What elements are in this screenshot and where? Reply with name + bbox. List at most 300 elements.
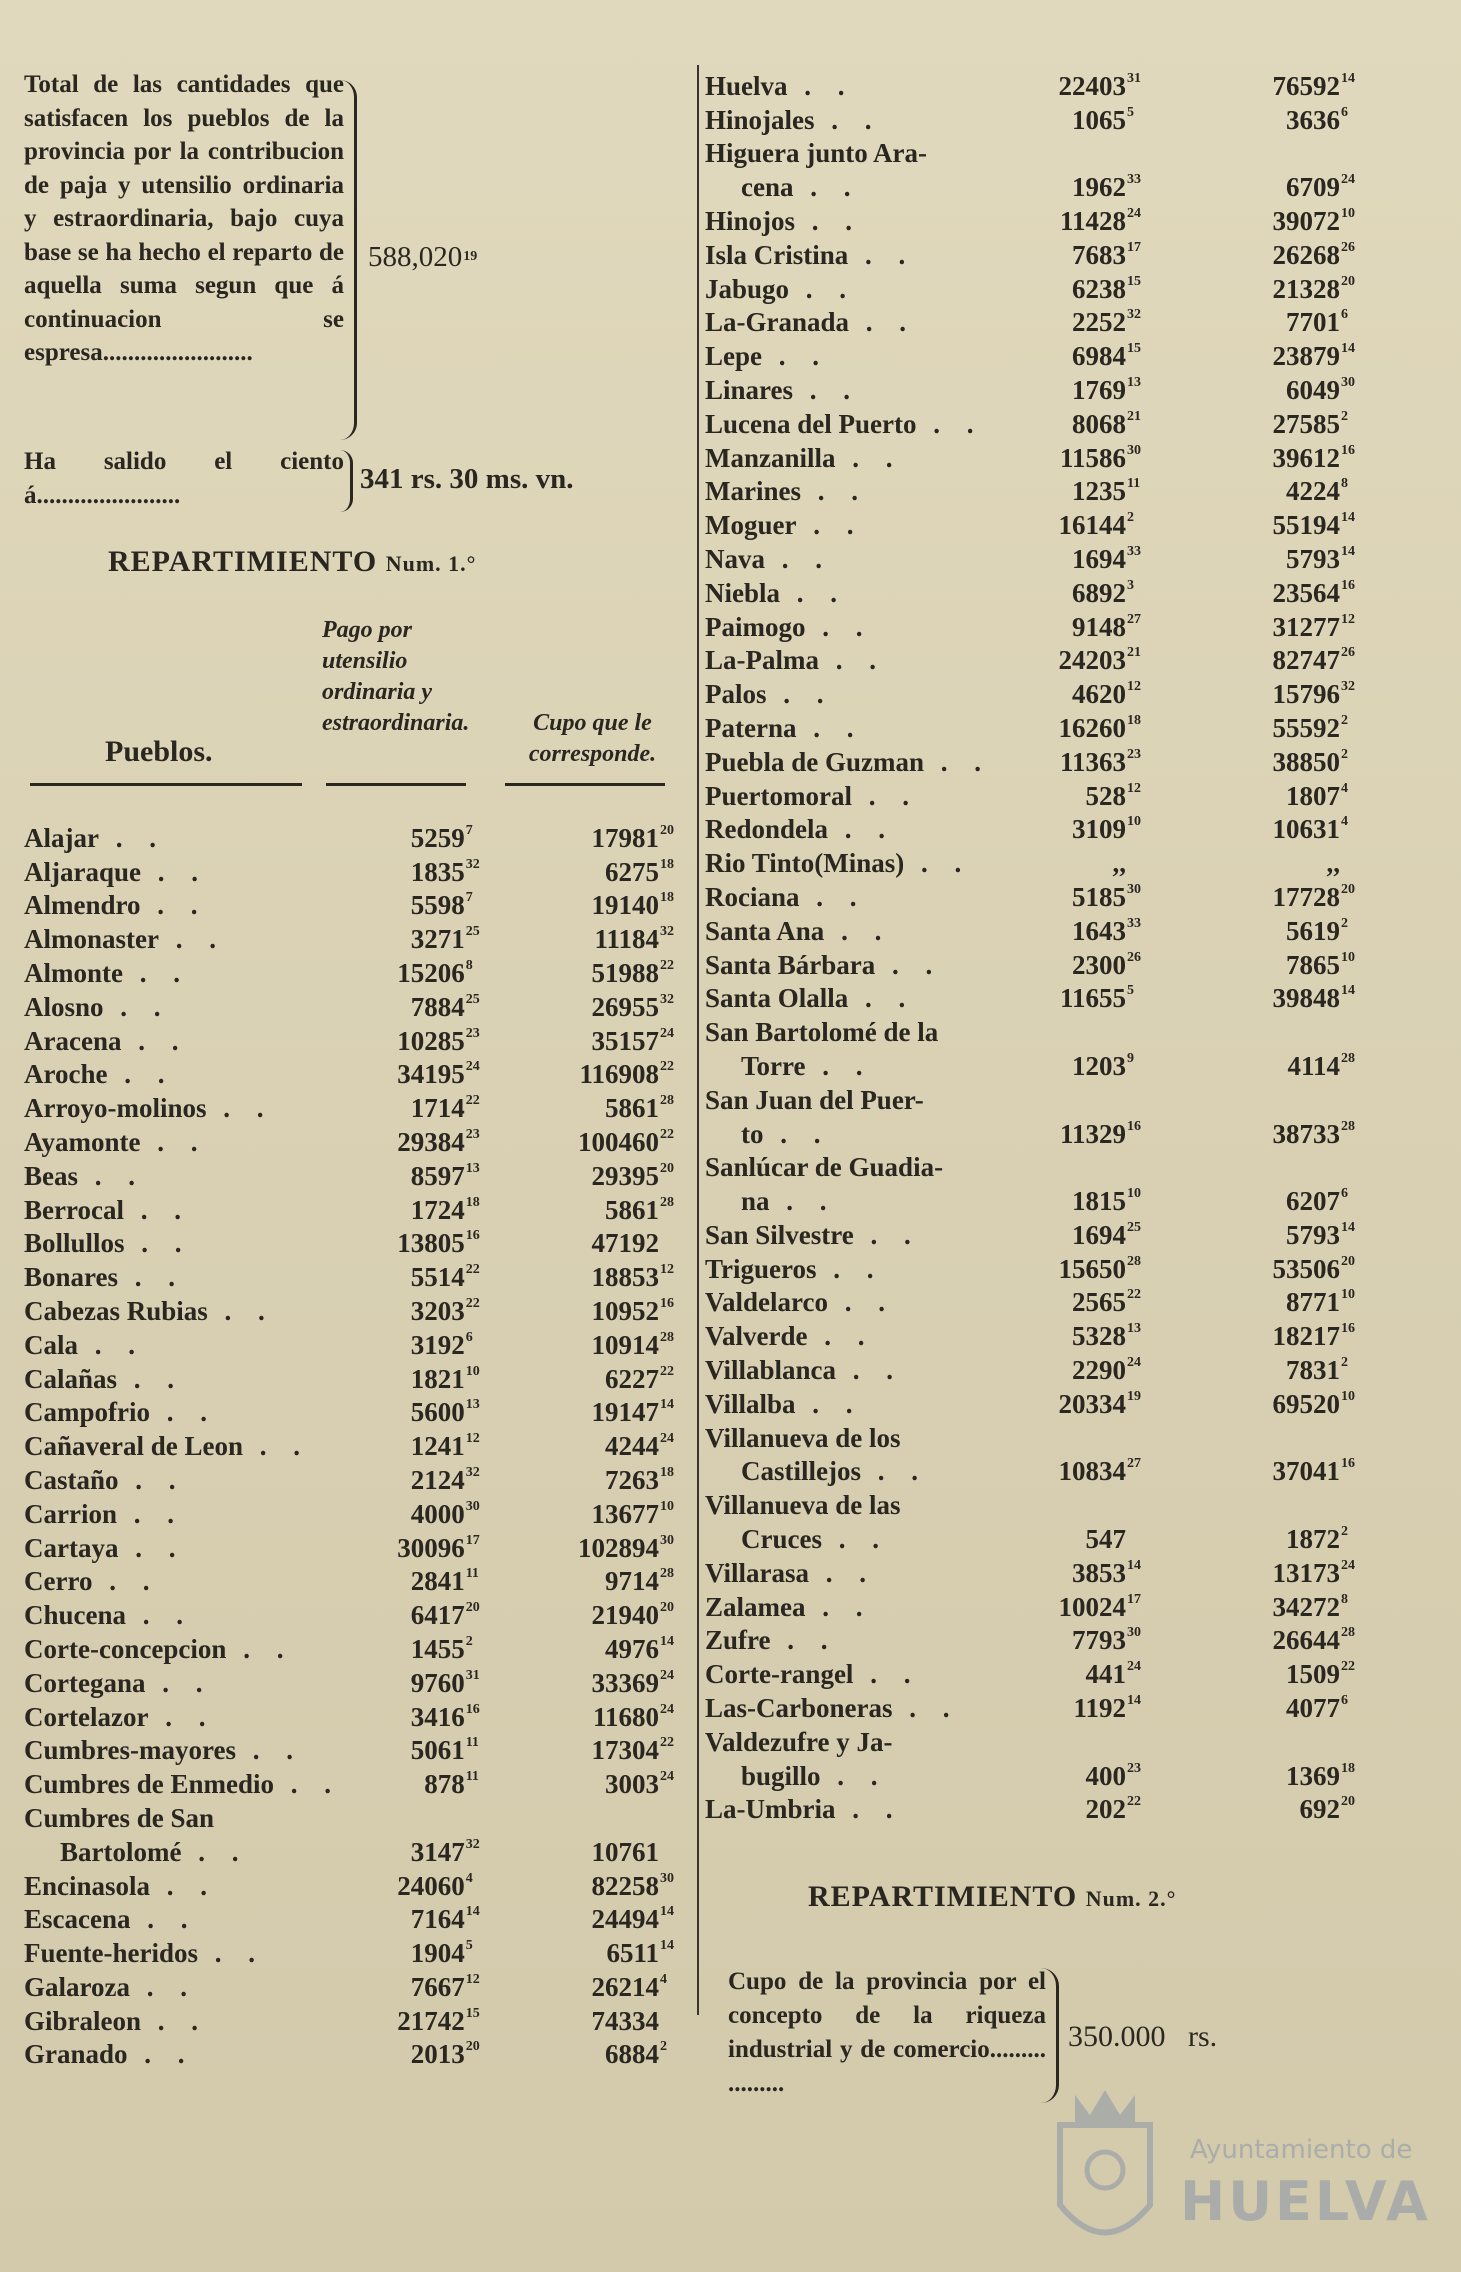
quota-cell xyxy=(1165,474,1365,508)
left-row xyxy=(24,1733,684,1767)
leader-dots: . . xyxy=(765,543,832,574)
right-row xyxy=(705,1352,1365,1386)
right-row xyxy=(705,68,1365,102)
payment-cell xyxy=(995,1285,1165,1319)
payment-cell xyxy=(341,1530,504,1564)
payment-value: 3416 xyxy=(410,1701,465,1732)
town-name xyxy=(705,981,995,1015)
town-name-text: Almonte xyxy=(24,957,123,988)
leader-dots: . . xyxy=(762,341,829,372)
quota-cell xyxy=(1165,744,1365,778)
town-name-text: Bollullos xyxy=(24,1228,125,1259)
town-name xyxy=(24,1259,341,1293)
town-name xyxy=(24,1158,341,1192)
quota-cell xyxy=(1165,203,1365,237)
quota-value: 5619 xyxy=(1286,915,1340,946)
payment-value: 24203 xyxy=(1058,645,1126,676)
payment-fraction: 12 xyxy=(1127,679,1141,695)
quota-fraction: 30 xyxy=(1341,374,1355,390)
payment-value: 3853 xyxy=(1072,1557,1126,1588)
payment-value: 15206 xyxy=(397,957,465,988)
payment-cell xyxy=(341,1902,504,1936)
rep1-title: REPARTIMIENTO xyxy=(108,545,378,578)
quota-cell xyxy=(504,1327,684,1361)
payment-fraction: 11 xyxy=(465,1769,479,1785)
leader-dots: . . xyxy=(117,1363,185,1394)
town-name xyxy=(24,921,341,955)
town-name-text: Sanlúcar de Guadia- xyxy=(705,1152,944,1183)
payment-value: 4000 xyxy=(410,1498,465,1529)
leader-dots: . . xyxy=(206,1093,274,1124)
town-name xyxy=(24,854,341,888)
payment-cell xyxy=(341,1158,504,1192)
quota-cell xyxy=(1165,1487,1365,1521)
town-name-text: Rio Tinto(Minas) xyxy=(705,848,905,879)
quota-cell xyxy=(1165,237,1365,271)
leader-dots: . . xyxy=(141,2005,209,2036)
payment-fraction: 5 xyxy=(1127,983,1134,999)
town-name-text: Las-Carboneras xyxy=(705,1693,893,1724)
left-row xyxy=(24,1969,684,2003)
town-name-text: Higuera junto Ara- xyxy=(705,138,927,169)
right-row xyxy=(705,1082,1365,1116)
town-name xyxy=(705,1758,995,1792)
payment-fraction: 7 xyxy=(465,822,473,838)
leader-dots: . . xyxy=(875,949,943,980)
payment-cell xyxy=(995,1116,1165,1150)
quota-value: 10914 xyxy=(591,1329,659,1360)
town-name-text: cena xyxy=(741,172,794,203)
quota-fraction: 28 xyxy=(660,1329,674,1345)
payment-cell xyxy=(995,1386,1165,1420)
payment-value: 6984 xyxy=(1072,341,1126,372)
quota-value: 3636 xyxy=(1286,104,1340,135)
quota-cell xyxy=(504,1834,684,1868)
rep2-title: REPARTIMIENTO xyxy=(808,1880,1078,1913)
rep2-text: Cupo de la provincia por el concepto de la riqueza industrial y de comercio xyxy=(728,1968,1046,2063)
town-name xyxy=(24,1902,341,1936)
payment-cell xyxy=(341,921,504,955)
payment-fraction: 2 xyxy=(1127,510,1134,526)
quota-fraction: 2 xyxy=(660,2039,667,2055)
payment-cell xyxy=(995,575,1165,609)
left-row xyxy=(24,1124,684,1158)
quota-value: 10952 xyxy=(591,1295,659,1326)
quota-cell xyxy=(1165,1555,1365,1589)
quota-cell xyxy=(1165,1792,1365,1826)
quota-value: 5793 xyxy=(1286,1219,1340,1250)
quota-cell xyxy=(1165,710,1365,744)
quota-fraction: 8 xyxy=(1341,1591,1348,1607)
payment-value: 11428 xyxy=(1059,205,1126,236)
quota-fraction: 20 xyxy=(1341,273,1355,289)
payment-value: 20334 xyxy=(1058,1388,1126,1419)
town-name xyxy=(24,1699,341,1733)
intro-text: Total de las cantidades que satisfacen los pueblos de la provincia por la contribucion de paja y utensilio ordinaria y estraordinaria, bajo cuya base se ha hecho el reparto de aquella suma segun que á continuacion se espresa xyxy=(24,71,344,366)
payment-fraction: 11 xyxy=(465,1735,479,1751)
payment-cell xyxy=(995,913,1165,947)
payment-value: 1769 xyxy=(1072,374,1126,405)
town-name-text: Lepe xyxy=(705,341,762,372)
town-name xyxy=(24,1496,341,1530)
quota-cell xyxy=(1165,575,1365,609)
town-name xyxy=(705,913,995,947)
quota-fraction: 28 xyxy=(660,1194,674,1210)
right-row xyxy=(705,406,1365,440)
quota-cell xyxy=(504,1226,684,1260)
town-name-text: Lucena del Puerto xyxy=(705,408,917,439)
payment-cell xyxy=(341,1969,504,2003)
payment-cell xyxy=(995,1082,1165,1116)
left-row xyxy=(24,1462,684,1496)
town-name-text: Valdelarco xyxy=(705,1287,829,1318)
quota-fraction: 20 xyxy=(660,1600,674,1616)
leader-dots: . . xyxy=(274,1769,342,1800)
quota-cell xyxy=(504,1935,684,1969)
quota-cell xyxy=(504,1496,684,1530)
quota-value: 6275 xyxy=(605,856,659,887)
leader-dots: . . xyxy=(140,890,208,921)
payment-cell xyxy=(341,1293,504,1327)
leader-dots: . . xyxy=(243,1431,310,1462)
town-name xyxy=(705,1217,995,1251)
leader-dots: . . xyxy=(848,983,916,1014)
town-name xyxy=(705,710,995,744)
town-name-text: Zufre xyxy=(705,1625,771,1656)
quota-cell xyxy=(1165,1758,1365,1792)
payment-cell xyxy=(995,1352,1165,1386)
quota-value: 53506 xyxy=(1272,1253,1340,1284)
quota-fraction: 20 xyxy=(1341,881,1355,897)
quota-value: 7831 xyxy=(1286,1355,1340,1386)
right-row xyxy=(705,710,1365,744)
quota-fraction: 28 xyxy=(660,1093,674,1109)
payment-cell xyxy=(341,1665,504,1699)
payment-fraction: 5 xyxy=(465,1938,473,1954)
town-name-text: Beas xyxy=(24,1160,78,1191)
payment-value: ,, xyxy=(1112,848,1126,879)
quota-fraction: 16 xyxy=(1341,442,1355,458)
payment-fraction: 32 xyxy=(465,1464,480,1480)
leader-dots: . . xyxy=(860,1456,928,1487)
left-row xyxy=(24,2037,684,2071)
quota-value: 6709 xyxy=(1286,172,1340,203)
quota-cell xyxy=(1165,643,1365,677)
payment-fraction: 12 xyxy=(465,1971,480,1987)
payment-value: 2252 xyxy=(1072,307,1126,338)
leader-dots: . . xyxy=(793,374,861,405)
right-row xyxy=(705,203,1365,237)
leader-dots: . . xyxy=(795,205,863,236)
payment-cell xyxy=(995,845,1165,879)
payment-fraction: 27 xyxy=(1127,1456,1141,1472)
quota-cell xyxy=(504,2003,684,2037)
right-row xyxy=(705,778,1365,812)
town-name-text: Cumbres-mayores xyxy=(24,1735,236,1766)
payment-fraction: 22 xyxy=(1127,1794,1141,1810)
right-row xyxy=(705,1318,1365,1352)
quota-cell xyxy=(1165,1048,1365,1082)
quota-fraction: 22 xyxy=(660,1059,674,1075)
town-name-text: Almonaster xyxy=(24,924,159,955)
quota-value: 38850 xyxy=(1272,746,1340,777)
quota-fraction: 24 xyxy=(660,1025,674,1041)
leader-dots: . . xyxy=(769,1186,837,1217)
quota-cell xyxy=(1165,1116,1365,1150)
right-row xyxy=(705,1116,1365,1150)
quota-fraction: 14 xyxy=(660,1904,674,1920)
left-row xyxy=(24,1902,684,1936)
quota-fraction: 32 xyxy=(660,991,674,1007)
payment-value: 30096 xyxy=(397,1532,465,1563)
payment-fraction: 32 xyxy=(465,1836,480,1852)
quota-cell xyxy=(504,1902,684,1936)
intro-paragraph: Total de las cantidades que satisfacen los pueblos de la provincia por la contribucion de paja y utensilio ordinaria y estraordinaria, bajo cuya base se ha hecho el reparto de aquella suma segun que á continuacion se espresa........................ xyxy=(24,71,344,366)
quota-value: 39848 xyxy=(1272,983,1340,1014)
town-name-text: Jabugo xyxy=(705,273,790,304)
right-row xyxy=(705,305,1365,339)
payment-fraction: 18 xyxy=(1127,712,1141,728)
town-name-text: Cumbres de Enmedio xyxy=(24,1769,275,1800)
quota-fraction: 14 xyxy=(1341,341,1355,357)
quota-value: 31277 xyxy=(1272,611,1340,642)
quota-fraction: 24 xyxy=(1341,1557,1355,1573)
payment-cell xyxy=(995,372,1165,406)
leader-dots: . . xyxy=(141,856,208,887)
town-name-text: La-Granada xyxy=(705,307,850,338)
payment-fraction: 25 xyxy=(1127,1219,1141,1235)
town-name xyxy=(24,1597,341,1631)
quota-value: 34272 xyxy=(1272,1591,1340,1622)
leader-dots: . . xyxy=(793,172,861,203)
payment-value: 6238 xyxy=(1072,273,1126,304)
quota-fraction: 6 xyxy=(1341,1186,1348,1202)
right-row xyxy=(705,1623,1365,1657)
payment-cell xyxy=(341,854,504,888)
quota-value: 6884 xyxy=(605,2039,659,2070)
town-name-text: Valdezufre y Ja- xyxy=(705,1726,893,1757)
right-row xyxy=(705,1555,1365,1589)
quota-cell xyxy=(504,1124,684,1158)
quota-fraction: 20 xyxy=(1341,1253,1355,1269)
payment-value: 24060 xyxy=(397,1870,465,1901)
right-row xyxy=(705,1014,1365,1048)
payment-value: 2565 xyxy=(1072,1287,1126,1318)
payment-fraction: 20 xyxy=(465,2039,480,2055)
quota-cell xyxy=(1165,1420,1365,1454)
right-row xyxy=(705,676,1365,710)
rep2-text-block: Cupo de la provincia por el concepto de la riqueza industrial y de comercio......... ......... xyxy=(728,1968,1046,2097)
town-name-text: Villanueva de las xyxy=(705,1490,901,1521)
town-name-text: Chucena xyxy=(24,1600,127,1631)
quota-fraction: 6 xyxy=(1341,1693,1348,1709)
left-row xyxy=(24,854,684,888)
quota-fraction: 2 xyxy=(1341,746,1348,762)
payment-cell xyxy=(995,812,1165,846)
right-row xyxy=(705,271,1365,305)
quota-fraction: 6 xyxy=(1341,104,1348,120)
town-name-text: Villablanca xyxy=(705,1355,837,1386)
quota-value: 1509 xyxy=(1286,1659,1340,1690)
town-name-text: Campofrio xyxy=(24,1397,150,1428)
quota-value: ,, xyxy=(1326,848,1340,879)
payment-fraction: 15 xyxy=(465,2005,480,2021)
quota-value: 9714 xyxy=(605,1566,659,1597)
town-name-text: Aroche xyxy=(24,1059,108,1090)
payment-cell xyxy=(995,1048,1165,1082)
town-name-text: Cortelazor xyxy=(24,1701,149,1732)
payment-cell xyxy=(995,676,1165,710)
town-name-text: Aracena xyxy=(24,1025,122,1056)
quota-value: 1807 xyxy=(1286,780,1340,811)
quota-value: 17304 xyxy=(591,1735,659,1766)
payment-cell xyxy=(995,609,1165,643)
rep2-heading xyxy=(808,1880,1176,1914)
town-name xyxy=(705,1623,995,1657)
payment-fraction: 12 xyxy=(465,1431,480,1447)
quota-cell xyxy=(1165,440,1365,474)
quota-value: 38733 xyxy=(1272,1118,1340,1149)
payment-cell xyxy=(995,474,1165,508)
intro-total-sup: 19 xyxy=(463,249,478,264)
payment-cell xyxy=(341,1597,504,1631)
quota-fraction: 14 xyxy=(1341,983,1355,999)
leader-dots: . . xyxy=(805,611,873,642)
payment-fraction: 16 xyxy=(465,1228,480,1244)
payment-value: 22403 xyxy=(1058,70,1126,101)
town-name xyxy=(705,575,995,609)
payment-value: 10834 xyxy=(1058,1456,1126,1487)
quota-value: 3003 xyxy=(605,1769,659,1800)
quota-fraction: 12 xyxy=(660,1262,674,1278)
quota-fraction: 20 xyxy=(1341,1794,1355,1810)
leader-dots: . . xyxy=(78,1160,145,1191)
town-name xyxy=(705,271,995,305)
payment-fraction: 13 xyxy=(1127,374,1141,390)
payment-fraction: 13 xyxy=(465,1160,480,1176)
quota-cell xyxy=(1165,1623,1365,1657)
town-name xyxy=(24,955,341,989)
col-header-cupo: Cupo que le corresponde. xyxy=(528,710,657,767)
payment-cell xyxy=(995,744,1165,778)
quota-value: 1369 xyxy=(1286,1760,1340,1791)
town-name xyxy=(705,1386,995,1420)
payment-value: 441 xyxy=(1085,1659,1126,1690)
quota-cell xyxy=(504,1868,684,1902)
payment-fraction: 10 xyxy=(1127,814,1141,830)
town-name-text: Paimogo xyxy=(705,611,806,642)
leader-dots: . . xyxy=(123,1194,191,1225)
leader-dots: . . xyxy=(836,1355,904,1386)
payment-value: 1203 xyxy=(1072,1050,1126,1081)
town-name xyxy=(24,1226,341,1260)
town-name xyxy=(705,68,995,102)
quota-value: 76592 xyxy=(1272,70,1340,101)
payment-value: 528 xyxy=(1085,780,1126,811)
town-name xyxy=(24,2003,341,2037)
quota-value: 82747 xyxy=(1272,645,1340,676)
payment-value: 1962 xyxy=(1072,172,1126,203)
leader-dots: . . xyxy=(800,476,868,507)
right-row xyxy=(705,1724,1365,1758)
payment-cell xyxy=(341,1935,504,1969)
payment-fraction: 18 xyxy=(465,1194,480,1210)
quota-value: 33369 xyxy=(591,1667,659,1698)
town-name-text: Berrocal xyxy=(24,1194,124,1225)
town-name-text: Redondela xyxy=(705,814,829,845)
payment-fraction: 16 xyxy=(465,1701,480,1717)
town-name-text: Almendro xyxy=(24,890,141,921)
quota-value: 26214 xyxy=(591,1971,659,2002)
quota-cell xyxy=(1165,541,1365,575)
quota-cell xyxy=(1165,1183,1365,1217)
town-name-text: San Juan del Puer- xyxy=(705,1084,924,1115)
quota-cell xyxy=(504,1361,684,1395)
town-name xyxy=(24,1428,341,1462)
quota-value: 4114 xyxy=(1287,1050,1340,1081)
leader-dots: . . xyxy=(805,1591,873,1622)
leader-dots: . . xyxy=(127,2039,195,2070)
payment-fraction: 23 xyxy=(465,1126,480,1142)
payment-value: 202 xyxy=(1085,1794,1126,1825)
town-name-text: to xyxy=(741,1118,764,1149)
quota-fraction: 26 xyxy=(1341,239,1355,255)
payment-fraction: 32 xyxy=(465,856,480,872)
quota-value: 10761 xyxy=(591,1836,659,1867)
quota-cell xyxy=(504,1564,684,1598)
town-name-text: Moguer xyxy=(705,510,797,541)
quota-value: 4077 xyxy=(1286,1693,1340,1724)
rep2-num: Num. 2.° xyxy=(1085,1886,1177,1911)
town-name xyxy=(24,1766,341,1800)
left-row xyxy=(24,888,684,922)
payment-cell xyxy=(995,1555,1165,1589)
payment-fraction: 13 xyxy=(1127,1321,1141,1337)
town-name-text: Bonares xyxy=(24,1262,119,1293)
payment-fraction: 23 xyxy=(1127,746,1141,762)
right-row xyxy=(705,812,1365,846)
quota-cell xyxy=(504,955,684,989)
quota-fraction: 2 xyxy=(1341,1355,1348,1371)
town-name xyxy=(705,541,995,575)
payment-value: 5600 xyxy=(410,1397,465,1428)
payment-cell xyxy=(341,1057,504,1091)
payment-fraction: 12 xyxy=(1127,780,1141,796)
quota-fraction: 2 xyxy=(1341,712,1348,728)
right-row xyxy=(705,879,1365,913)
left-row xyxy=(24,1631,684,1665)
payment-fraction: 23 xyxy=(465,1025,480,1041)
quota-fraction: 24 xyxy=(1341,172,1355,188)
town-name-text: Escacena xyxy=(24,1904,131,1935)
quota-cell xyxy=(504,1969,684,2003)
header-rule-pueblos xyxy=(30,783,302,786)
leader-dots: . . xyxy=(828,814,896,845)
payment-cell xyxy=(995,1656,1165,1690)
town-name xyxy=(705,947,995,981)
town-name-text: Rociana xyxy=(705,881,800,912)
payment-fraction: 15 xyxy=(1127,341,1141,357)
quota-value: 5861 xyxy=(605,1194,659,1225)
payment-cell xyxy=(341,2037,504,2071)
payment-fraction: 21 xyxy=(1127,645,1141,661)
quota-cell xyxy=(1165,1014,1365,1048)
quota-value: 5861 xyxy=(605,1093,659,1124)
left-row xyxy=(24,1699,684,1733)
town-name-text: Santa Olalla xyxy=(705,983,849,1014)
town-name xyxy=(705,643,995,677)
leader-dots: . . xyxy=(824,915,892,946)
